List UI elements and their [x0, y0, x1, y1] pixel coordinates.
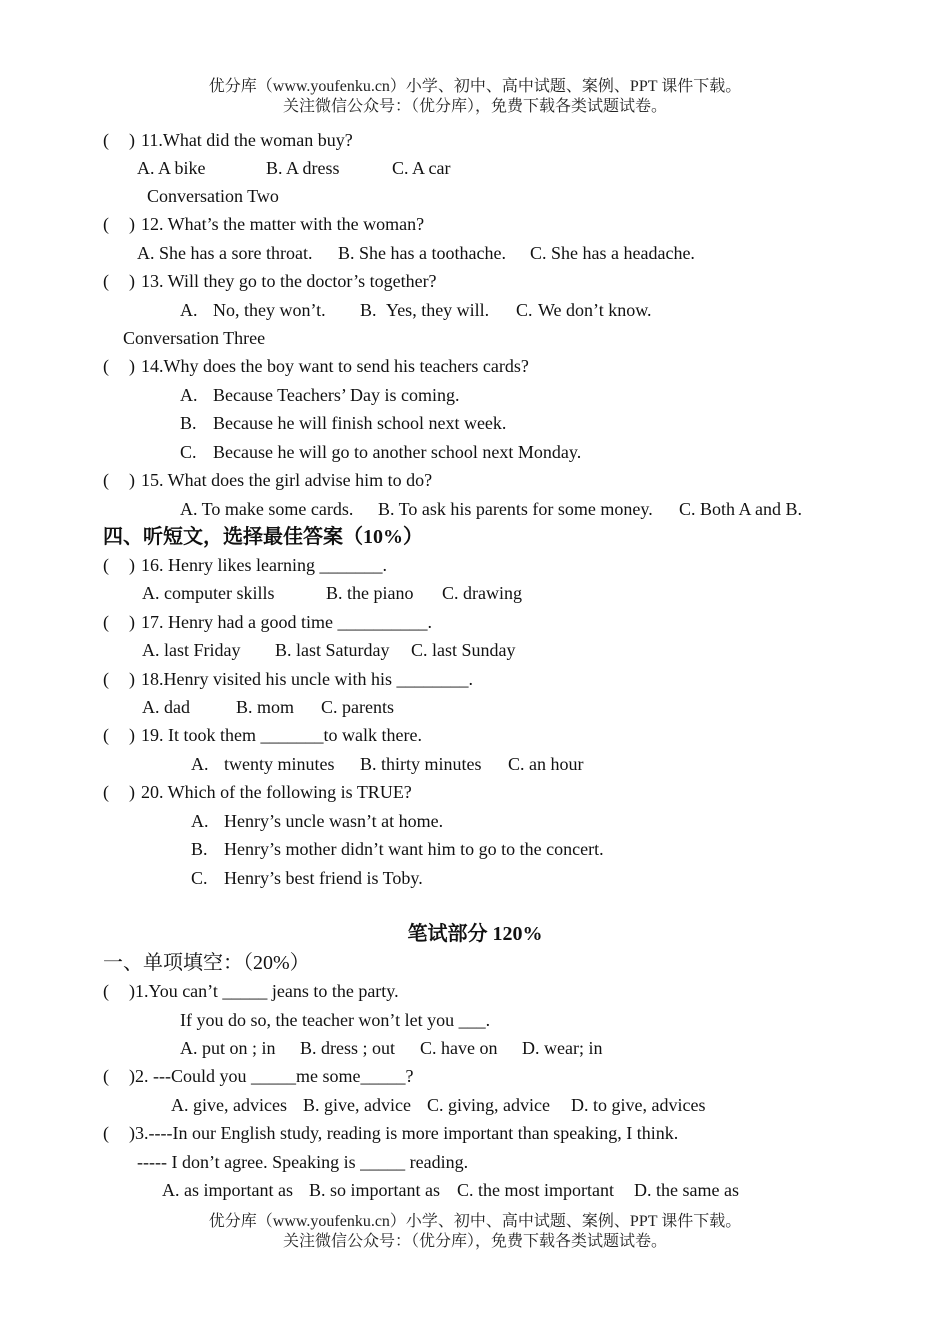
q16-option-b: B. the piano: [326, 583, 414, 603]
q20-option-b: Henry’s mother didn’t want him to go to the concert.: [224, 839, 604, 859]
q11-option-c: C. A car: [392, 158, 451, 178]
answer-paren-close: ): [129, 356, 135, 376]
answer-paren-open: (: [103, 555, 109, 575]
footer-line-1: 优分库（www.youfenku.cn）小学、初中、高中试题、案例、PPT 课件下载。: [208, 1213, 742, 1230]
q17-option-c: C. last Sunday: [411, 640, 516, 660]
q15-option-b: B. To ask his parents for some money.: [378, 499, 653, 519]
q20-option-a: Henry’s uncle wasn’t at home.: [224, 811, 444, 831]
q13-label-c: C.: [516, 300, 533, 320]
written-q3-line-2: ----- I don’t agree. Speaking is _____ reading.: [137, 1152, 469, 1172]
question-14: 14.Why does the boy want to send his teachers cards?: [141, 356, 529, 376]
q15-option-c: C. Both A and B.: [679, 499, 803, 519]
question-13: 13. Will they go to the doctor’s together?: [141, 271, 437, 291]
written-q2-option-a: A. give, advices: [171, 1095, 287, 1115]
q17-option-a: A. last Friday: [142, 640, 241, 660]
q14-option-b: Because he will finish school next week.: [213, 413, 507, 433]
question-17: 17. Henry had a good time __________.: [141, 612, 432, 632]
written-q2-option-d: D. to give, advices: [571, 1095, 706, 1115]
q18-option-b: B. mom: [236, 697, 295, 717]
written-q1-option-d: D. wear; in: [522, 1038, 603, 1058]
q11-option-a: A. A bike: [137, 158, 206, 178]
written-q2-option-c: C. giving, advice: [427, 1095, 550, 1115]
q12-option-c: C. She has a headache.: [530, 243, 695, 263]
question-15: 15. What does the girl advise him to do?: [141, 470, 433, 490]
answer-paren-close: ): [129, 782, 135, 802]
answer-paren-close: ): [129, 669, 135, 689]
q19-option-b: B. thirty minutes: [360, 754, 482, 774]
q13-label-b: B.: [360, 300, 377, 320]
answer-paren-open: (: [103, 130, 109, 150]
header-line-2: 关注微信公众号：（优分库），免费下载各类试题试卷。: [282, 98, 667, 115]
written-question-1: )1.You can’t _____ jeans to the party.: [129, 981, 399, 1001]
q14-option-c: Because he will go to another school next Monday.: [213, 442, 582, 462]
q14-label-b: B.: [180, 413, 197, 433]
q18-option-a: A. dad: [142, 697, 190, 717]
q19-option-c: C. an hour: [508, 754, 584, 774]
written-part-title: 笔试部分 120%: [407, 923, 543, 945]
question-18: 18.Henry visited his uncle with his ________.: [141, 669, 473, 689]
question-16: 16. Henry likes learning _______.: [141, 555, 387, 575]
q14-label-c: C.: [180, 442, 197, 462]
answer-paren-close: ): [129, 130, 135, 150]
question-20: 20. Which of the following is TRUE?: [141, 782, 412, 802]
written-q1-option-b: B. dress ; out: [300, 1038, 396, 1058]
q13-label-a: A.: [180, 300, 198, 320]
conversation-three-heading: Conversation Three: [123, 328, 266, 348]
q20-option-c: Henry’s best friend is Toby.: [224, 868, 423, 888]
answer-paren-open: (: [103, 782, 109, 802]
q15-option-a: A. To make some cards.: [180, 499, 354, 519]
answer-paren-open: (: [103, 470, 109, 490]
q18-option-c: C. parents: [321, 697, 394, 717]
q20-label-a: A.: [191, 811, 209, 831]
header-line-1: 优分库（www.youfenku.cn）小学、初中、高中试题、案例、PPT 课件下载。: [208, 78, 742, 95]
q13-option-b: Yes, they will.: [386, 300, 490, 320]
answer-paren-close: ): [129, 612, 135, 632]
q12-option-b: B. She has a toothache.: [338, 243, 506, 263]
written-q3-option-c: C. the most important: [457, 1180, 614, 1200]
q13-option-c: We don’t know.: [538, 300, 652, 320]
q12-option-a: A. She has a sore throat.: [137, 243, 313, 263]
footer-line-2: 关注微信公众号：（优分库），免费下载各类试题试卷。: [282, 1233, 667, 1250]
answer-paren-open: (: [103, 669, 109, 689]
q11-option-b: B. A dress: [266, 158, 340, 178]
answer-paren-close: ): [129, 725, 135, 745]
answer-paren-close: ): [129, 470, 135, 490]
written-q1-option-c: C. have on: [420, 1038, 498, 1058]
section-4-heading: 四、听短文，选择最佳答案（10%）: [103, 526, 423, 548]
answer-paren-open: (: [103, 356, 109, 376]
answer-paren-open: (: [103, 1123, 109, 1143]
q17-option-b: B. last Saturday: [275, 640, 390, 660]
q14-option-a: Because Teachers’ Day is coming.: [213, 385, 460, 405]
answer-paren-open: (: [103, 271, 109, 291]
answer-paren-close: ): [129, 555, 135, 575]
written-q3-option-b: B. so important as: [309, 1180, 440, 1200]
written-q1-line-2: If you do so, the teacher won’t let you ___.: [180, 1010, 491, 1030]
written-question-3: )3.----In our English study, reading is more important than speaking, I think.: [129, 1123, 679, 1143]
q20-label-c: C.: [191, 868, 208, 888]
conversation-two-heading: Conversation Two: [147, 186, 279, 206]
answer-paren-open: (: [103, 981, 109, 1001]
written-q3-option-d: D. the same as: [634, 1180, 739, 1200]
answer-paren-open: (: [103, 1066, 109, 1086]
answer-paren-open: (: [103, 214, 109, 234]
answer-paren-close: ): [129, 271, 135, 291]
question-12: 12. What’s the matter with the woman?: [141, 214, 425, 234]
answer-paren-close: ): [129, 214, 135, 234]
written-section-1-heading: 一、单项填空：（20%）: [103, 952, 310, 974]
written-q1-option-a: A. put on ; in: [180, 1038, 276, 1058]
question-11: 11.What did the woman buy?: [141, 130, 353, 150]
written-q3-option-a: A. as important as: [162, 1180, 293, 1200]
q16-option-c: C. drawing: [442, 583, 522, 603]
answer-paren-open: (: [103, 725, 109, 745]
written-question-2: )2. ---Could you _____me some_____?: [129, 1066, 414, 1086]
q13-option-a: No, they won’t.: [213, 300, 326, 320]
q14-label-a: A.: [180, 385, 198, 405]
answer-paren-open: (: [103, 612, 109, 632]
q19-label-a: A.: [191, 754, 209, 774]
question-19: 19. It took them _______to walk there.: [141, 725, 422, 745]
q19-option-a: twenty minutes: [224, 754, 335, 774]
q16-option-a: A. computer skills: [142, 583, 275, 603]
written-q2-option-b: B. give, advice: [303, 1095, 411, 1115]
q20-label-b: B.: [191, 839, 208, 859]
